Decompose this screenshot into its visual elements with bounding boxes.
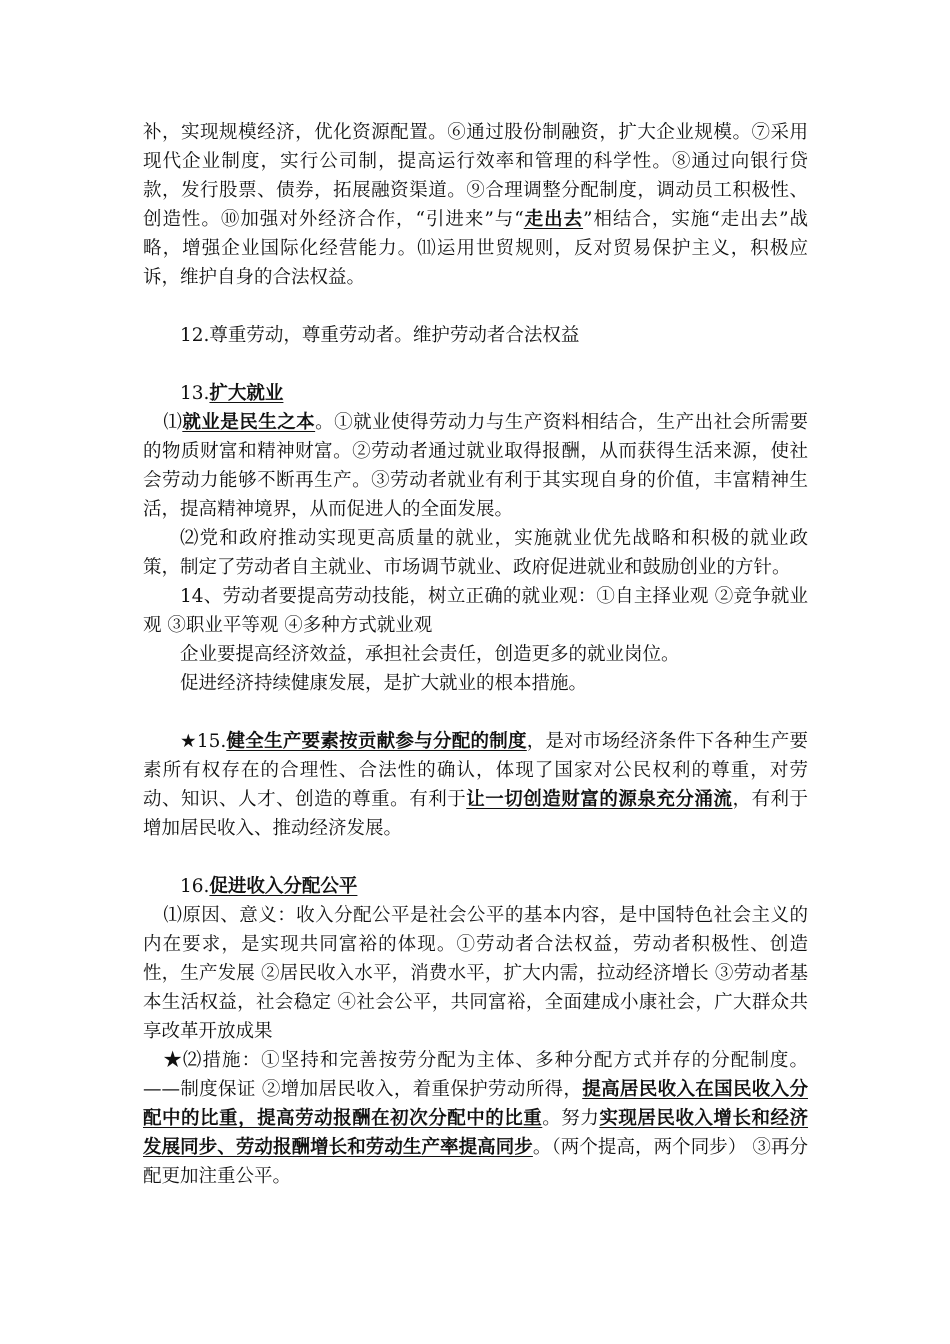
section-16-heading (143, 872, 808, 901)
section-13-heading (143, 379, 808, 408)
emphasis-text: 实现居民收入增长和经济发展同步、劳动报酬增长和劳动生产率提高同步 (143, 1108, 808, 1158)
section-title: 扩大就业 (209, 383, 284, 404)
section-title: 促进收入分配公平 (209, 876, 358, 897)
section-number: 16. (180, 876, 210, 897)
emphasis-text: 提高居民收入在国民收入分配中的比重，提高劳动报酬在初次分配中的比重 (143, 1079, 808, 1129)
text-run: ”相结合，实施“走出去”战略，增强企业国际化经营能力。⑾运用世贸规则，反对贸易保护主义，积极应诉，维护自身的合法权益。 (143, 209, 808, 288)
text-run: ，有利于增加居民收入、推动经济发展。 (143, 789, 808, 839)
section-14-paragraph: 14、劳动者要提高劳动技能，树立正确的就业观：①自主择业观 ②竞争就业观 ③职业平等观 ④多种方式就业观 (143, 586, 808, 636)
spacer (143, 292, 808, 321)
paragraph-measures-continued (143, 118, 808, 292)
section-15-paragraph (143, 727, 808, 843)
text-run: 。（两个提高，两个同步） ③再分配更加注重公平。 (143, 1137, 808, 1187)
spacer (143, 698, 808, 727)
spacer (143, 350, 808, 379)
section-16-point-2 (143, 1046, 808, 1191)
star-number: ★15. (180, 731, 227, 752)
section-number: 13. (180, 383, 210, 404)
text-run: 补，实现规模经济，优化资源配置。⑥通过股份制融资，扩大企业规模。⑦采用现代企业制度，实行公司制，提高运行效率和管理的科学性。⑧通过向银行贷款，发行股票、债券，拓展融资渠道。⑨合理调整分配制度，调动员工积极性、创造性。⑩加强对外经济合作，“引进来”与“ (143, 122, 808, 230)
text-run: 。努力 (542, 1108, 600, 1129)
section-13-point-1 (143, 408, 808, 524)
section-14-fundamental: 促进经济持续健康发展，是扩大就业的根本措施。 (180, 673, 588, 694)
point-number: ⑴ (163, 412, 183, 433)
text-run: 。①就业使得劳动力与生产资料相结合，生产出社会所需要的物质财富和精神财富。②劳动者通过就业取得报酬，从而获得生活来源，使社会劳动力能够不断再生产。③劳动者就业有利于其实现自身的价值，丰富精神生活，提高精神境界，从而促进人的全面发展。 (143, 412, 808, 520)
section-16-point-1: ⑴原因、意义：收入分配公平是社会公平的基本内容，是中国特色社会主义的内在要求，是实现共同富裕的体现。①劳动者合法权益，劳动者积极性、创造性，生产发展 ②居民收入水平，消费水平，扩大内需，拉动经济增长 ③劳动者基本生活权益，社会稳定 ④社会公平，共同富裕，全面建成小康社会，广大群众共享改革开放成果 (143, 905, 808, 1042)
text-run: ★⑵措施：①坚持和完善按劳分配为主体、多种分配方式并存的分配制度。——制度保证 ②增加居民收入，着重保护劳动所得， (143, 1050, 808, 1100)
spacer (143, 843, 808, 872)
emphasis-zouchuqu: 走出去 (523, 209, 584, 230)
section-12-heading: 12.尊重劳动，尊重劳动者。维护劳动者合法权益 (180, 325, 580, 346)
document-body (143, 118, 808, 1191)
emphasis-text: 健全生产要素按贡献参与分配的制度 (226, 731, 527, 752)
section-13-point-2: ⑵党和政府推动实现更高质量的就业，实施就业优先战略和积极的就业政策，制定了劳动者自主就业、市场调节就业、政府促进就业和鼓励创业的方针。 (143, 528, 808, 578)
text-run: ，是对市场经济条件下各种生产要素所有权存在的合理性、合法性的确认，体现了国家对公民权利的尊重，对劳动、知识、人才、创造的尊重。有利于 (143, 731, 808, 810)
section-14-enterprise: 企业要提高经济效益，承担社会责任，创造更多的就业岗位。 (180, 644, 680, 665)
emphasis-text: 就业是民生之本 (182, 412, 316, 433)
emphasis-text: 让一切创造财富的源泉充分涌流 (466, 789, 733, 810)
